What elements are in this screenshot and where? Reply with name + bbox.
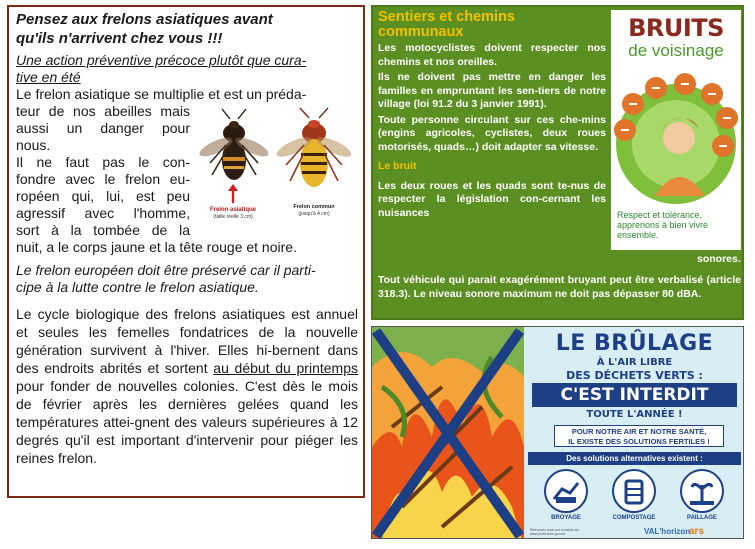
intro-line: sort à la tombée de la bbox=[16, 222, 190, 238]
burning-ban-poster bbox=[524, 327, 744, 539]
neighbourhood-noise-card bbox=[611, 10, 741, 250]
poster-health-box bbox=[554, 425, 724, 447]
intro-line: Il ne faut pas le con- bbox=[16, 154, 190, 170]
intro-line: teur de nos abeilles mais bbox=[16, 103, 190, 119]
solutions-heading: Des solutions alternatives existent : bbox=[528, 452, 741, 465]
intro-line: agressif avec l'homme, bbox=[16, 205, 190, 221]
intro-line: aussi un danger pour bbox=[16, 120, 190, 136]
paths-title bbox=[378, 10, 606, 40]
note-line: cipe à la lutte contre le frelon asiatique. bbox=[16, 279, 259, 295]
card-slogan: Respect et tolérance, apprenons à bien vivre ensemble. bbox=[617, 210, 709, 240]
cycle-underlined: au début du printemps bbox=[213, 360, 358, 376]
common-hornet-size: (jusqu'à 4 cm) bbox=[298, 211, 330, 217]
solution-label: PAILLAGE bbox=[687, 515, 717, 521]
article-title-line: qu'ils n'arrivent chez vous !!! bbox=[16, 30, 223, 47]
noise-paragraph-end: sonores. bbox=[697, 253, 741, 265]
article-title bbox=[16, 10, 358, 48]
shredding-icon bbox=[544, 469, 588, 513]
intro-line: ropéen qui, lui, est peu bbox=[16, 188, 190, 204]
card-subtitle: de voisinage bbox=[628, 41, 724, 60]
paths-noise-panel bbox=[371, 5, 744, 320]
green-waste-burning-poster bbox=[371, 326, 744, 539]
noise-limit-paragraph: Tout véhicule qui parait exagérément bruyant peut être verbalisé (article 318.3). Le niveau sonore maximum ne doit pas dépasser 80 dBA. bbox=[378, 274, 741, 300]
intro-line: Le frelon asiatique se multiplie et est un préda- bbox=[16, 86, 307, 102]
common-hornet-label: Frelon commun bbox=[293, 204, 335, 210]
asian-hornet-icon bbox=[197, 109, 271, 180]
composting-icon bbox=[612, 469, 656, 513]
paths-paragraph: Les motocyclistes doivent respecter nos chemins et nos oreilles. bbox=[378, 42, 606, 68]
card-title: BRUITS bbox=[628, 14, 724, 42]
intro-with-figure bbox=[16, 103, 358, 239]
paths-paragraph: Toute personne circulant sur ces che-mins (engins agricoles, cyclistes, deux roues motorisés, quads…) doit adapter sa vitesse. bbox=[378, 113, 606, 153]
article-subtitle-line: Une action préventive précoce plutôt que cura- bbox=[16, 52, 307, 68]
health-box-line: POUR NOTRE AIR ET NOTRE SANTÉ, bbox=[571, 427, 707, 436]
hornet-illustration bbox=[196, 105, 356, 223]
valhorizon-logo: VAL'horizon bbox=[644, 527, 691, 536]
paths-title-line: communaux bbox=[378, 24, 464, 40]
noise-subtitle: Le bruit bbox=[378, 160, 417, 172]
paths-title-line: Sentiers et chemins bbox=[378, 9, 515, 25]
cycle-text-end: pour fonder de nouvelles colonies. C'est dès le mois de février après les dernières gelées quand les températures attei-gnent des valeurs supérieures à 12 degrés qu'il est important d'intervenir pour piéger les reines frelon. bbox=[16, 378, 358, 466]
intro-line: nous. bbox=[16, 137, 51, 153]
hornet-article bbox=[7, 5, 365, 498]
poster-footnote: Retrouvez tous vos conseils sur www.prefecture.gouv.fr bbox=[530, 528, 580, 536]
poster-title-line: DES DÉCHETS VERTS : bbox=[566, 369, 703, 382]
paths-text bbox=[378, 10, 606, 220]
article-subtitle-line: tive en été bbox=[16, 69, 81, 85]
cycle-text: Le cycle biologique des frelons asiatiques est annuel et seules les femelles fondatrices de la nouvelle génération survivent à l'hiver. Elles hi-bernent dans des endroits abrités et sortent bbox=[16, 306, 358, 376]
european-hornet-icon bbox=[274, 108, 354, 187]
poster-all-year: TOUTE L'ANNÉE ! bbox=[586, 409, 683, 420]
asian-hornet-label: Frelon asiatique bbox=[209, 207, 257, 213]
noise-paragraph: Les deux roues et les quads sont te-nus de respecter la législation con-cernant les nuisances bbox=[378, 179, 606, 219]
noise-illustration bbox=[611, 66, 741, 216]
solution-label: BROYAGE bbox=[551, 515, 581, 521]
ars-logo: ars bbox=[689, 526, 705, 537]
hornet-comparison-figure bbox=[196, 105, 356, 223]
life-cycle-paragraph bbox=[16, 305, 358, 467]
mulching-icon bbox=[680, 469, 724, 513]
note-line: Le frelon européen doit être préservé car il parti- bbox=[16, 262, 316, 278]
intro-line: fondre avec le frelon eu- bbox=[16, 171, 190, 187]
asian-hornet-size: (taille réelle 3 cm) bbox=[213, 214, 253, 220]
poster-title: LE BRÛLAGE bbox=[555, 331, 714, 356]
woman-face-icon bbox=[663, 122, 695, 154]
european-hornet-note bbox=[16, 262, 358, 296]
article-title-line: Pensez aux frelons asiatiques avant bbox=[16, 11, 273, 28]
crossed-out-fire-illustration bbox=[372, 327, 524, 539]
article-subtitle bbox=[16, 52, 358, 86]
health-box-line: IL EXISTE DES SOLUTIONS FERTILES ! bbox=[568, 437, 710, 446]
solution-label: COMPOSTAGE bbox=[612, 515, 656, 521]
paths-paragraph: Ils ne doivent pas mettre en danger les familles en empruntant les sen-tiers de notre village (loi 91.2 du 3 janvier 1991). bbox=[378, 71, 606, 110]
poster-title-line: À L'AIR LIBRE bbox=[596, 357, 673, 368]
intro-end-line: nuit, a le corps jaune et la tête rouge et noire. bbox=[16, 239, 297, 255]
poster-forbidden-banner: C'EST INTERDIT bbox=[532, 383, 737, 407]
